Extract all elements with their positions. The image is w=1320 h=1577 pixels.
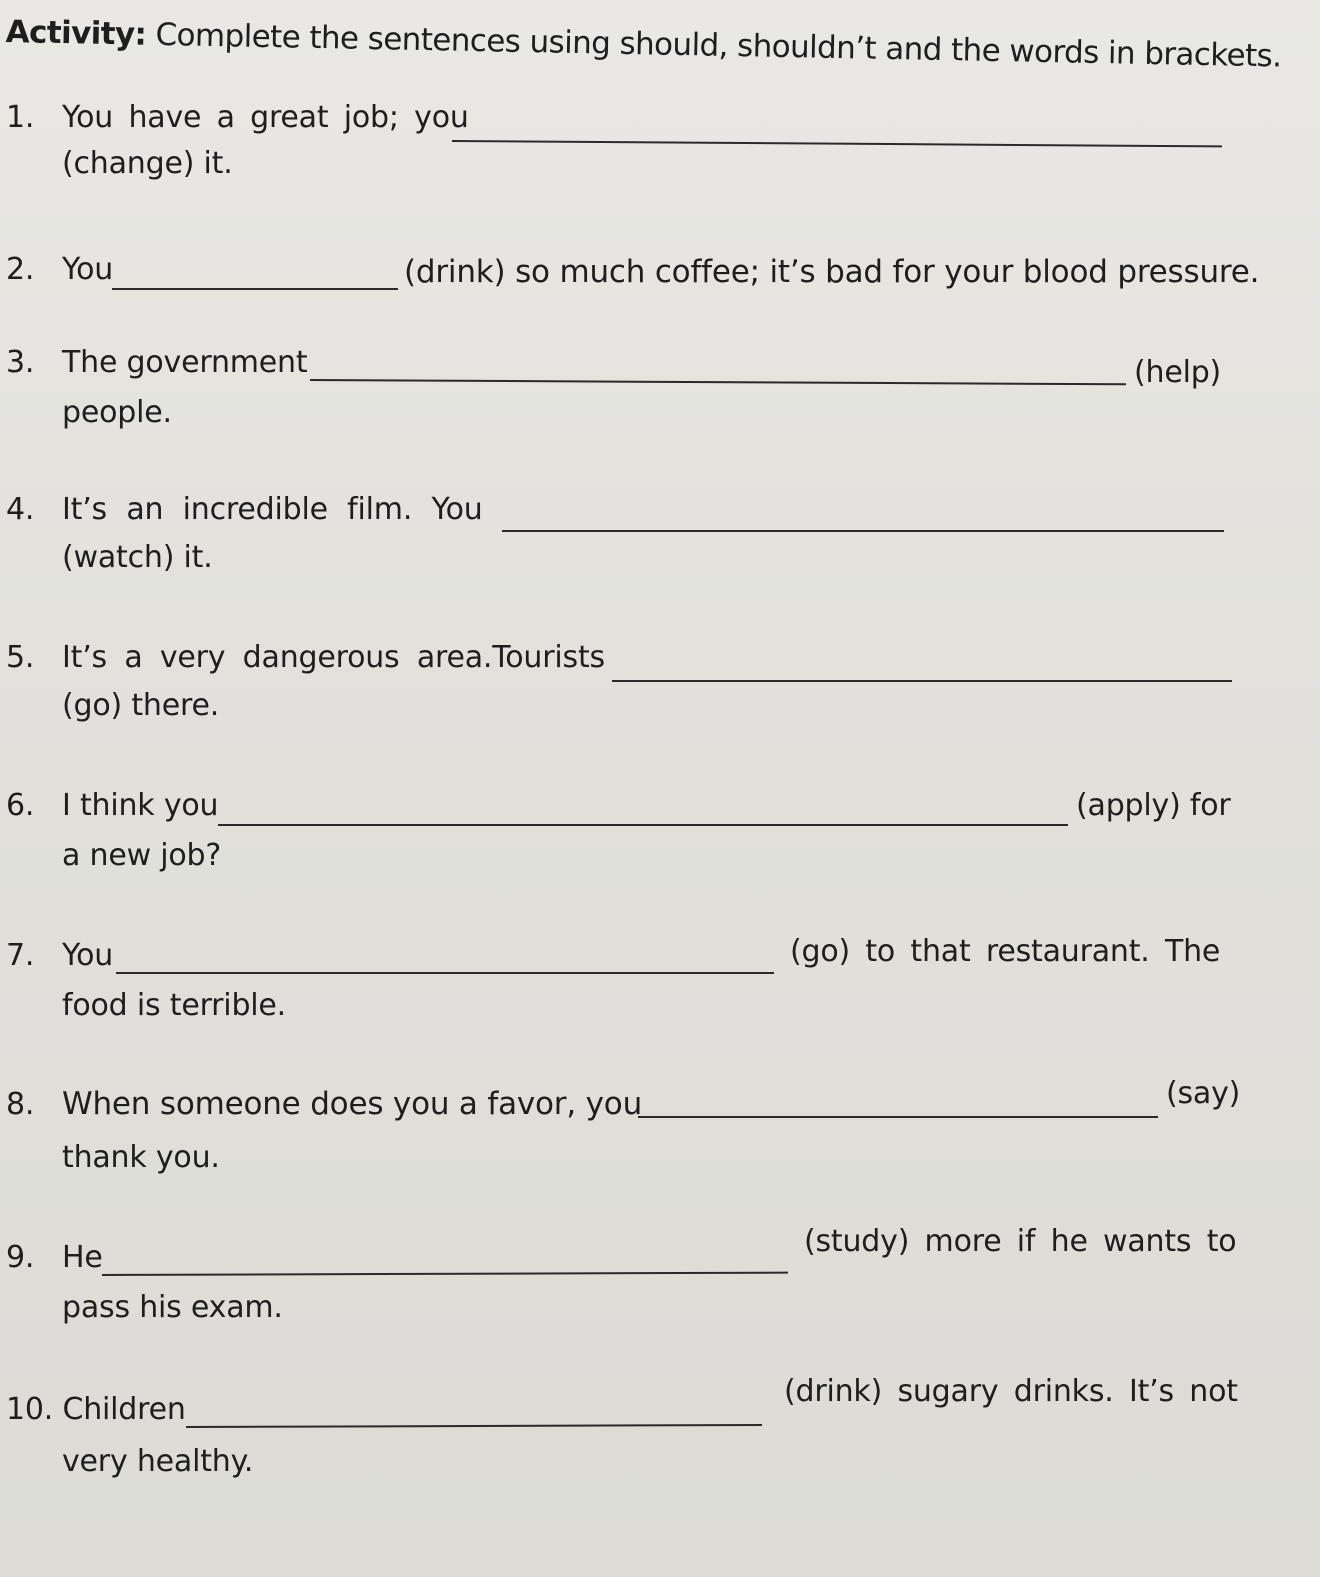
answer-blank[interactable]	[102, 1272, 788, 1276]
answer-blank[interactable]	[310, 379, 1126, 385]
item-text-continuation: thank you.	[62, 1140, 220, 1175]
item-text-continuation: a new job?	[62, 838, 222, 873]
item-number: 9.	[6, 1240, 35, 1275]
item-number: 7.	[6, 938, 35, 973]
item-number: 1.	[6, 100, 35, 135]
item-text-continuation: (change) it.	[62, 146, 233, 181]
answer-blank[interactable]	[452, 140, 1222, 147]
item-text-before: You	[62, 252, 114, 287]
item-text-before: He	[62, 1240, 103, 1275]
item-text-after: (apply) for	[1076, 788, 1231, 823]
answer-blank[interactable]	[116, 972, 774, 974]
answer-blank[interactable]	[638, 1116, 1158, 1118]
answer-blank[interactable]	[502, 530, 1224, 532]
item-number: 2.	[6, 252, 35, 287]
answer-blank[interactable]	[612, 680, 1232, 682]
item-text-after: (go) to that restaurant. The	[790, 934, 1221, 969]
item-text-after: (drink) so much coffee; it’s bad for your blood pressure.	[404, 254, 1260, 290]
item-text-before: The government	[62, 345, 308, 380]
item-text-before: It’s a very dangerous area.Tourists	[62, 640, 605, 675]
item-text-continuation: people.	[62, 395, 172, 430]
item-text-after: (drink) sugary drinks. It’s not	[784, 1374, 1238, 1409]
item-text-after: (say)	[1166, 1076, 1241, 1111]
item-text-continuation: food is terrible.	[62, 988, 287, 1023]
item-text-continuation: very healthy.	[62, 1444, 254, 1479]
item-text-before: When someone does you a favor, you	[62, 1086, 643, 1122]
item-text-before: You have a great job; you	[62, 100, 469, 135]
activity-instruction: Complete the sentences using should, shouldn’t and the words in brackets.	[155, 16, 1282, 75]
answer-blank[interactable]	[218, 824, 1068, 826]
item-number: 10.	[6, 1392, 54, 1427]
item-text-before: I think you	[62, 788, 219, 823]
item-number: 4.	[6, 492, 35, 527]
item-number: 8.	[6, 1087, 35, 1122]
item-text-before: Children	[62, 1392, 186, 1427]
answer-blank[interactable]	[112, 288, 398, 290]
item-text-continuation: pass his exam.	[62, 1290, 283, 1325]
item-number: 5.	[6, 640, 35, 675]
answer-blank[interactable]	[186, 1424, 762, 1428]
item-text-before: You	[62, 938, 114, 973]
item-text-after: (help)	[1134, 355, 1222, 390]
item-text-after: (study) more if he wants to	[804, 1224, 1237, 1259]
item-text-continuation: (watch) it.	[62, 540, 213, 575]
activity-heading	[5, 14, 1281, 74]
item-number: 3.	[6, 345, 35, 380]
item-text-continuation: (go) there.	[62, 688, 220, 723]
activity-label: Activity:	[5, 14, 147, 53]
item-number: 6.	[6, 788, 35, 823]
item-text-before: It’s an incredible film. You	[62, 492, 483, 527]
